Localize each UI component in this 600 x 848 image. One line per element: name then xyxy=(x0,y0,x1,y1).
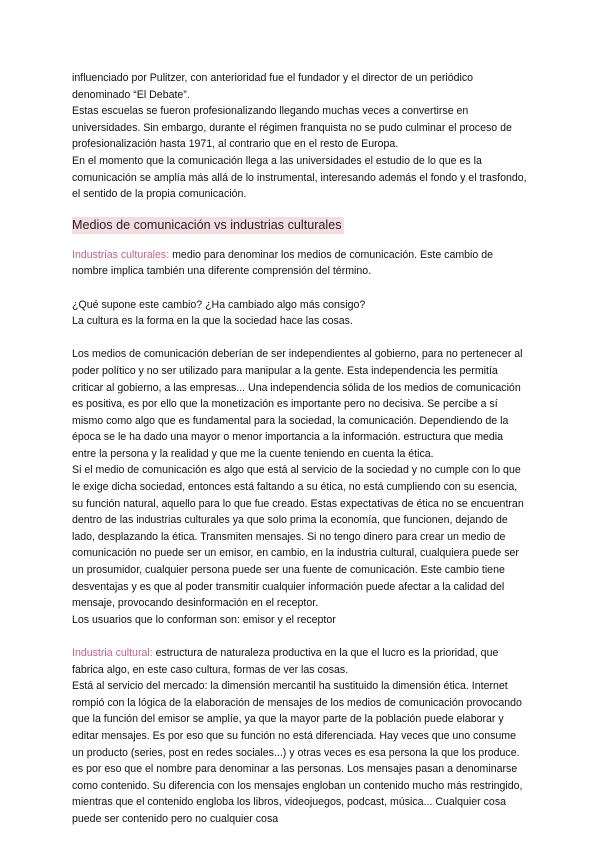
intro-paragraph-1: influenciado por Pulitzer, con anterioridad fue el fundador y el director de un periódico denominado “El Debate”. xyxy=(72,72,474,101)
definition-text-1: medio para denominar los medios de comunicación. Este cambio de nombre implica también una diferente comprensión del término. xyxy=(72,248,494,278)
intro-paragraph-3: En el momento que la comunicación llega a las universidades el estudio de lo que es la comunicación se amplía más allá de lo instrumental, interesando además el fondo y el trasfondo, el sentido de la propia comunicación. xyxy=(72,154,527,201)
definition-text-2: estructura de naturaleza productiva en la que el lucro es la prioridad, que fabrica algo, en este caso cultura, formas de ver las cosas. xyxy=(72,647,499,676)
spacer xyxy=(72,628,528,645)
answer-line: La cultura es la forma en la que la sociedad hace las cosas. xyxy=(72,315,353,328)
body-paragraph-4: Está al servicio del mercado: la dimensión mercantil ha sustituido la dimensión ética. Internet rompió con la lógica de la elaboración de mensajes de los medios de comunicación provocando que la función del emisor se amplíe, ya que la mayor parte de la población puede elaborar y editar mensajes. Es por eso que su función no está diferenciada. Hay veces que uno consume un producto (series, post en redes sociales...) y otras veces es esa persona la que los produce. es por eso que el nombre para denominar a las personas. Los mensajes pasan a denominarse como contenido. Su diferencia con los mensajes engloban un contenido mucho más restringido, mientras que el contenido engloba los libros, videojuegos, podcast, música... Cualquier cosa puede ser contenido pero no cualquier cosa xyxy=(72,680,523,825)
intro-paragraph-2: Estas escuelas se fueron profesionalizando llegando muchas veces a convertirse en universidades. Sin embargo, durante el régimen franquista no se pudo culminar el proceso de profesionalización hasta 1971, al contrario que en el resto de Europa. xyxy=(72,105,512,151)
body-paragraph-2: Si el medio de comunicación es algo que está al servicio de la sociedad y no cumple con lo que le exige dicha sociedad, entonces está faltando a su ética, no está cumpliendo con su esencia, su función natural, aquello para lo que fue creado. Estas expectativas de ética no se encuentran dentro de las industrias culturales ya que solo prima la economía, que funcionen, dejando de lado, desplazando la ética. Transmiten mensajes. Si no tengo dinero para crear un medio de comunicación no puede ser un emisor, en cambio, en la industria cultural, cualquiera puede ser un prosumidor, cualquier persona puede ser una fuente de comunicación. Este cambio tiene desventajas y es que al poder transmitir cualquier información puede afectar a la calidad del mensaje, provocando desinformación en el receptor. xyxy=(72,464,524,610)
spacer xyxy=(72,330,528,347)
term-industria-cultural: Industria cultural: xyxy=(72,647,153,659)
definition-industrias-culturales xyxy=(72,247,528,280)
spacer xyxy=(72,280,528,297)
section-heading: Medios de comunicación vs industrias culturales xyxy=(72,217,342,232)
body-paragraph-1: Los medios de comunicación deberían de ser independientes al gobierno, para no pertenecer al poder político y no ser utilizado para manipular a la gente. Esta independencia les permitía criticar al gobierno, a las empresas... Una independencia sólida de los medios de comunicación es positiva, es por ello que la monetización es importante pero no decisiva. Se percibe a sí mismo como algo que es fundamental para la sociedad, la comunicación. Dependiendo de la época se le ha dado una mayor o menor importancia a la información. estructura que media entre la persona y la realidad y que me la cuente teniendo en cuenta la ética. xyxy=(72,348,523,460)
body-paragraph-3: Los usuarios que lo conforman son: emisor y el receptor xyxy=(72,613,336,626)
question-line: ¿Qué supone este cambio? ¿Ha cambiado algo más consigo? xyxy=(72,298,366,311)
term-industrias-culturales: Industrias culturales: xyxy=(72,248,170,261)
document-page xyxy=(72,70,528,828)
definition-industria-cultural xyxy=(72,645,528,678)
